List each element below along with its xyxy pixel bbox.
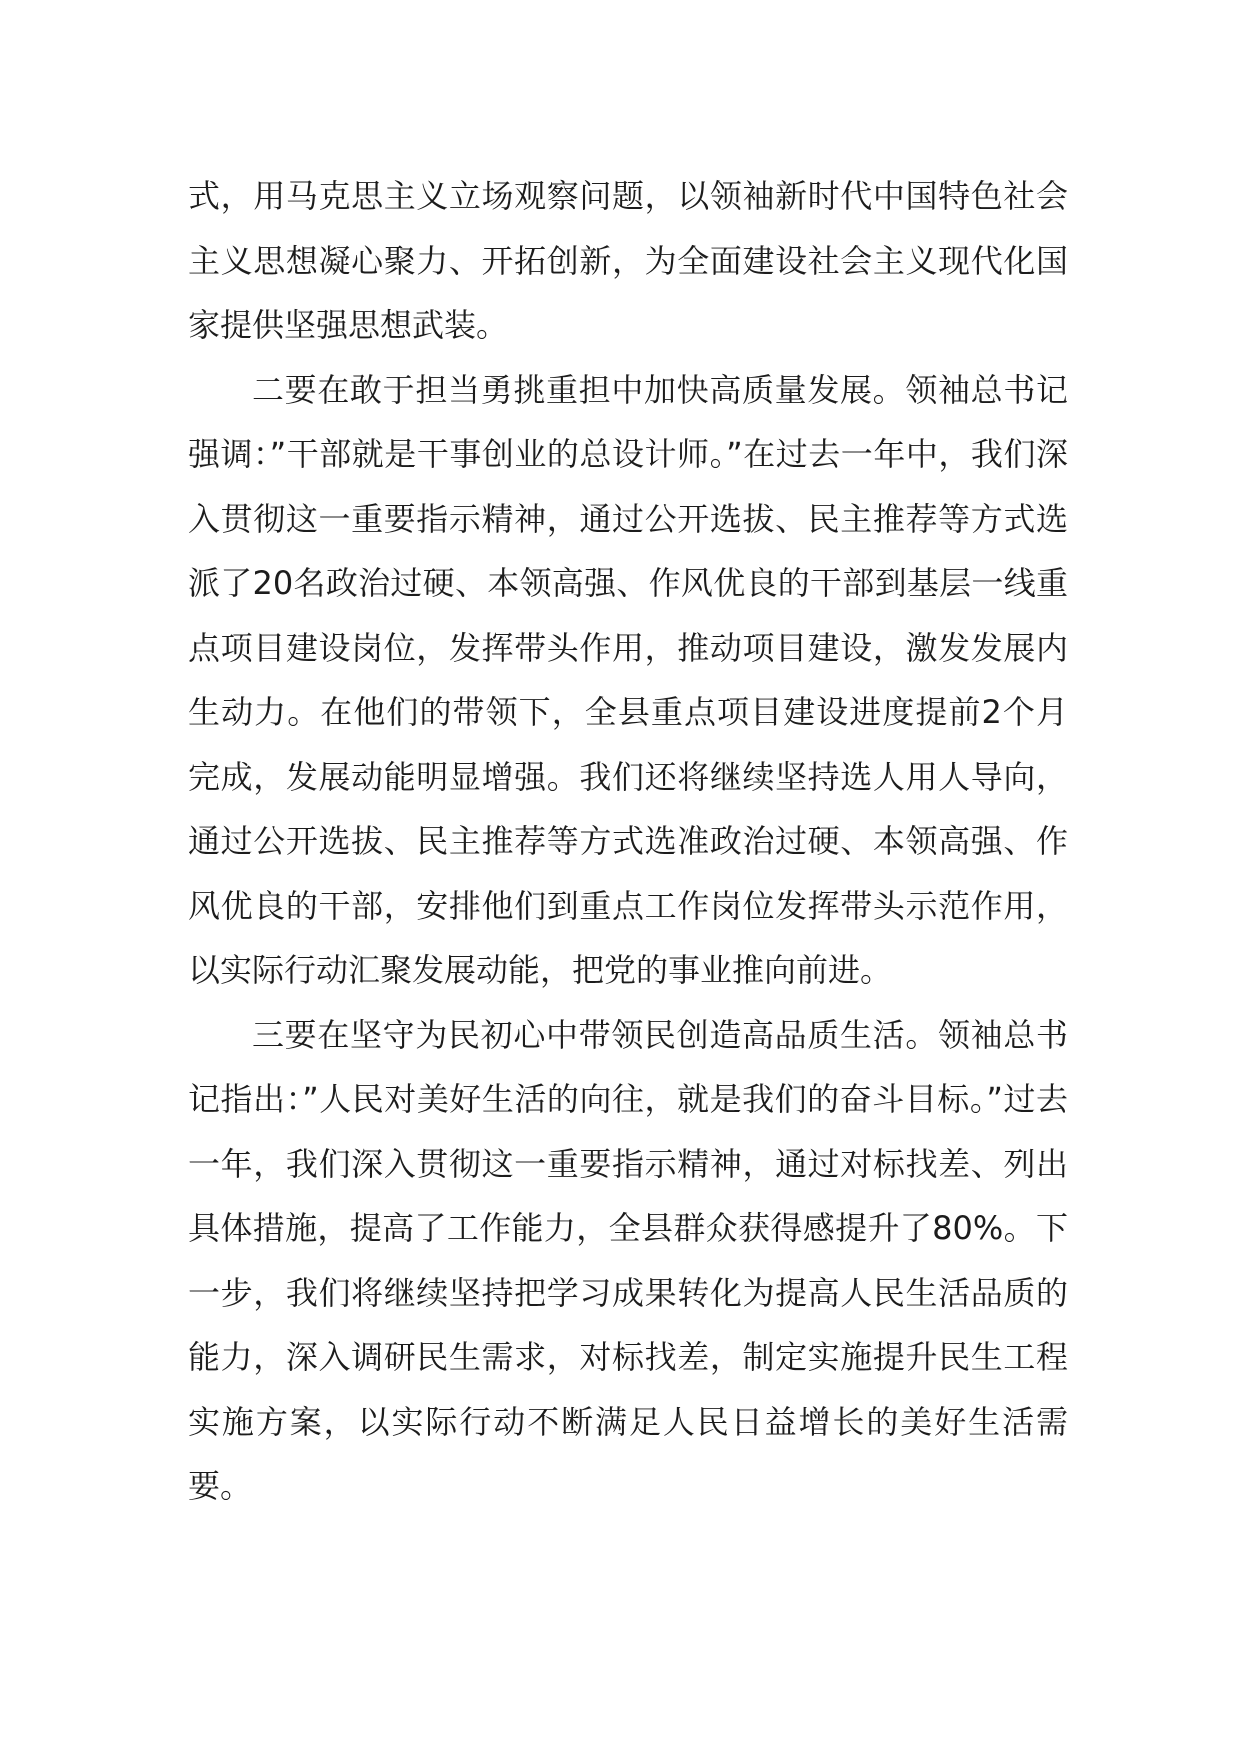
- paragraph-2: 二要在敢于担当勇挑重担中加快高质量发展。领袖总书记强调：”干部就是干事创业的总设计师。”在过去一年中，我们深入贯彻这一重要指示精神，通过公开选拔、民主推荐等方式选派了20名政治过硬、本领高强、作风优良的干部到基层一线重点项目建设岗位，发挥带头作用，推动项目建设，激发发展内生动力。在他们的带领下，全县重点项目建设进度提前2个月完成，发展动能明显增强。我们还将继续坚持选人用人导向，通过公开选拔、民主推荐等方式选准政治过硬、本领高强、作风优良的干部，安排他们到重点工作岗位发挥带头示范作用，以实际行动汇聚发展动能，把党的事业推向前进。: [188, 370, 1068, 989]
- paragraph-1: 式，用马克思主义立场观察问题，以领袖新时代中国特色社会主义思想凝心聚力、开拓创新，为全面建设社会主义现代化国家提供坚强思想武装。: [188, 177, 1068, 344]
- document-body: [188, 164, 1068, 1519]
- paragraph-3: 三要在坚守为民初心中带领民创造高品质生活。领袖总书记指出：”人民对美好生活的向往，就是我们的奋斗目标。”过去一年，我们深入贯彻这一重要指示精神，通过对标找差、列出具体措施，提高了工作能力，全县群众获得感提升了80%。下一步，我们将继续坚持把学习成果转化为提高人民生活品质的能力，深入调研民生需求，对标找差，制定实施提升民生工程实施方案，以实际行动不断满足人民日益增长的美好生活需要。: [188, 1015, 1068, 1505]
